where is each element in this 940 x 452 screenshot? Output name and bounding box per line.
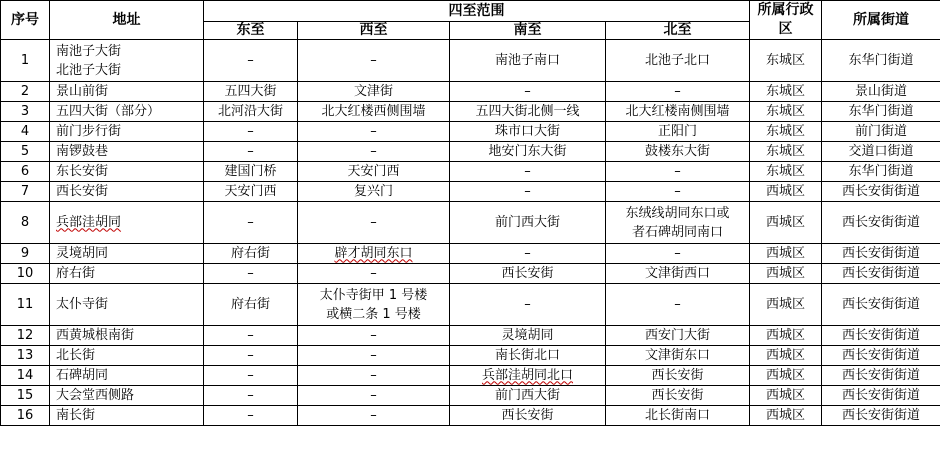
cell-south: 五四大街北侧一线: [450, 102, 606, 122]
cell-district: 西城区: [750, 366, 822, 386]
cell-south: 前门西大街: [450, 386, 606, 406]
cell-west: –: [298, 366, 450, 386]
table-row: [1, 162, 940, 182]
table-row: [1, 326, 940, 346]
table-row: [1, 182, 940, 202]
cell-subdistrict: 东华门街道: [822, 102, 940, 122]
cell-south: –: [450, 162, 606, 182]
cell-east: 府右街: [204, 284, 298, 326]
cell-address: [50, 202, 204, 244]
cell-east: –: [204, 366, 298, 386]
cell-subdistrict: 东华门街道: [822, 162, 940, 182]
cell-address: 大会堂西侧路: [50, 386, 204, 406]
cell-index: 12: [1, 326, 50, 346]
cell-line: 东绒线胡同东口或: [625, 205, 730, 221]
cell-north: 西长安街: [606, 386, 750, 406]
address-line: 北池子大街: [56, 62, 122, 78]
cell-index: 6: [1, 162, 50, 182]
cell-west: –: [298, 406, 450, 426]
cell-north: 北大红楼南侧围墙: [606, 102, 750, 122]
cell-east: –: [204, 40, 298, 82]
cell-subdistrict: 西长安街街道: [822, 182, 940, 202]
cell-west: –: [298, 122, 450, 142]
header-index: 序号: [1, 1, 50, 40]
cell-index: 3: [1, 102, 50, 122]
cell-west: –: [298, 142, 450, 162]
address-line: 南池子大街: [56, 43, 122, 59]
address-text: 兵部洼胡同: [56, 214, 122, 230]
cell-south: –: [450, 182, 606, 202]
cell-address: 南长街: [50, 406, 204, 426]
cell-north: [606, 202, 750, 244]
cell-subdistrict: 交道口街道: [822, 142, 940, 162]
cell-south: 珠市口大街: [450, 122, 606, 142]
cell-north: 文津街西口: [606, 264, 750, 284]
table-row: [1, 142, 940, 162]
cell-north: –: [606, 82, 750, 102]
table-row: [1, 244, 940, 264]
cell-east: –: [204, 122, 298, 142]
table-row: [1, 366, 940, 386]
cell-address: 东长安街: [50, 162, 204, 182]
cell-subdistrict: 西长安街街道: [822, 264, 940, 284]
cell-index: 15: [1, 386, 50, 406]
cell-west: –: [298, 202, 450, 244]
header-boundaries: 四至范围: [204, 1, 750, 22]
cell-south: 前门西大街: [450, 202, 606, 244]
cell-district: 东城区: [750, 102, 822, 122]
table-row: [1, 284, 940, 326]
cell-west: –: [298, 326, 450, 346]
cell-district: 西城区: [750, 202, 822, 244]
cell-index: 7: [1, 182, 50, 202]
cell-line: 或横二条 1 号楼: [326, 306, 421, 322]
cell-east: 建国门桥: [204, 162, 298, 182]
table-row: [1, 82, 940, 102]
cell-subdistrict: 西长安街街道: [822, 346, 940, 366]
cell-index: 11: [1, 284, 50, 326]
cell-north: –: [606, 244, 750, 264]
cell-subdistrict: 西长安街街道: [822, 244, 940, 264]
cell-north: –: [606, 182, 750, 202]
cell-district: 西城区: [750, 182, 822, 202]
cell-east: 天安门西: [204, 182, 298, 202]
table-row: [1, 122, 940, 142]
table-row: [1, 102, 940, 122]
cell-north: –: [606, 162, 750, 182]
cell-subdistrict: 西长安街街道: [822, 202, 940, 244]
cell-east: –: [204, 202, 298, 244]
cell-subdistrict: 西长安街街道: [822, 406, 940, 426]
cell-line: 者石碑胡同南口: [631, 224, 723, 240]
cell-east: –: [204, 264, 298, 284]
cell-index: 2: [1, 82, 50, 102]
cell-subdistrict: 前门街道: [822, 122, 940, 142]
cell-address: 西黄城根南街: [50, 326, 204, 346]
table-row: [1, 346, 940, 366]
cell-address: 前门步行街: [50, 122, 204, 142]
cell-district: 西城区: [750, 264, 822, 284]
cell-south: [450, 366, 606, 386]
cell-district: 东城区: [750, 142, 822, 162]
cell-west: [298, 244, 450, 264]
cell-north: 文津街东口: [606, 346, 750, 366]
cell-district: 东城区: [750, 162, 822, 182]
cell-north: 正阳门: [606, 122, 750, 142]
cell-address: 五四大街（部分）: [50, 102, 204, 122]
cell-north: 北池子北口: [606, 40, 750, 82]
header-subdistrict: 所属街道: [822, 1, 940, 40]
cell-index: 10: [1, 264, 50, 284]
cell-west: 天安门西: [298, 162, 450, 182]
cell-index: 14: [1, 366, 50, 386]
cell-west: 复兴门: [298, 182, 450, 202]
cell-address: 景山前街: [50, 82, 204, 102]
cell-west: –: [298, 346, 450, 366]
cell-district: 西城区: [750, 244, 822, 264]
cell-address: 南锣鼓巷: [50, 142, 204, 162]
cell-south: 西长安街: [450, 406, 606, 426]
south-text: 兵部洼胡同北口: [481, 367, 573, 383]
cell-west: –: [298, 264, 450, 284]
cell-address: 太仆寺街: [50, 284, 204, 326]
west-text: 辟才胡同东口: [334, 245, 413, 261]
cell-index: 9: [1, 244, 50, 264]
cell-district: 东城区: [750, 82, 822, 102]
cell-west: [298, 284, 450, 326]
cell-address: 北长街: [50, 346, 204, 366]
cell-district: 西城区: [750, 406, 822, 426]
header-address: 地址: [50, 1, 204, 40]
cell-district: 西城区: [750, 326, 822, 346]
cell-east: –: [204, 326, 298, 346]
cell-district: 东城区: [750, 122, 822, 142]
cell-north: 西安门大街: [606, 326, 750, 346]
cell-east: –: [204, 142, 298, 162]
cell-south: 南池子南口: [450, 40, 606, 82]
cell-address: [50, 40, 204, 82]
header-south: 南至: [450, 21, 606, 39]
cell-west: 文津街: [298, 82, 450, 102]
cell-index: 13: [1, 346, 50, 366]
cell-subdistrict: 东华门街道: [822, 40, 940, 82]
table-row: [1, 386, 940, 406]
cell-index: 8: [1, 202, 50, 244]
cell-east: –: [204, 386, 298, 406]
cell-address: 石碑胡同: [50, 366, 204, 386]
table-row: [1, 264, 940, 284]
cell-north: –: [606, 284, 750, 326]
cell-subdistrict: 西长安街街道: [822, 366, 940, 386]
header-district: 所属行政区: [750, 1, 822, 40]
header-west: 西至: [298, 21, 450, 39]
cell-line: 太仆寺街甲 1 号楼: [319, 287, 428, 303]
cell-index: 16: [1, 406, 50, 426]
cell-north: 西长安街: [606, 366, 750, 386]
cell-index: 4: [1, 122, 50, 142]
cell-east: 府右街: [204, 244, 298, 264]
cell-south: 西长安街: [450, 264, 606, 284]
cell-south: 灵境胡同: [450, 326, 606, 346]
cell-district: 西城区: [750, 284, 822, 326]
cell-south: –: [450, 244, 606, 264]
cell-south: –: [450, 284, 606, 326]
cell-district: 西城区: [750, 346, 822, 366]
cell-district: 东城区: [750, 40, 822, 82]
cell-east: –: [204, 346, 298, 366]
cell-south: 地安门东大街: [450, 142, 606, 162]
cell-index: 1: [1, 40, 50, 82]
header-east: 东至: [204, 21, 298, 39]
cell-subdistrict: 景山街道: [822, 82, 940, 102]
cell-south: 南长街北口: [450, 346, 606, 366]
cell-west: 北大红楼西侧围墙: [298, 102, 450, 122]
table-row: [1, 406, 940, 426]
cell-west: –: [298, 386, 450, 406]
cell-east: 北河沿大街: [204, 102, 298, 122]
cell-subdistrict: 西长安街街道: [822, 386, 940, 406]
cell-subdistrict: 西长安街街道: [822, 284, 940, 326]
header-north: 北至: [606, 21, 750, 39]
cell-east: –: [204, 406, 298, 426]
cell-address: 府右街: [50, 264, 204, 284]
cell-west: –: [298, 40, 450, 82]
cell-address: 灵境胡同: [50, 244, 204, 264]
cell-south: –: [450, 82, 606, 102]
table-row: [1, 202, 940, 244]
cell-north: 鼓楼东大街: [606, 142, 750, 162]
cell-address: 西长安街: [50, 182, 204, 202]
cell-district: 西城区: [750, 386, 822, 406]
cell-index: 5: [1, 142, 50, 162]
table-body: [1, 40, 940, 426]
cell-subdistrict: 西长安街街道: [822, 326, 940, 346]
cell-east: 五四大街: [204, 82, 298, 102]
table-row: [1, 40, 940, 82]
cell-north: 北长街南口: [606, 406, 750, 426]
